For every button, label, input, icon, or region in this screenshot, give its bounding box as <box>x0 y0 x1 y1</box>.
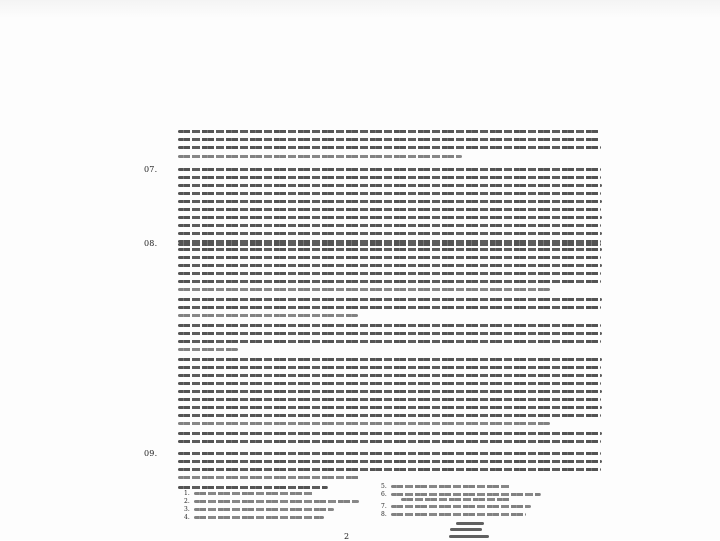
section-number-07: 07. <box>144 165 158 174</box>
list-number-6: 6. <box>381 491 387 498</box>
list-number-5: 5. <box>381 483 387 490</box>
list-number-1: 1. <box>184 490 190 497</box>
list-number-3: 3. <box>184 506 190 513</box>
list-number-2: 2. <box>184 498 190 505</box>
page-number: 2 <box>344 532 350 541</box>
section-number-09: 09. <box>144 449 158 458</box>
list-number-7: 7. <box>381 503 387 510</box>
list-number-4: 4. <box>184 514 190 521</box>
list-number-8: 8. <box>381 511 387 518</box>
section-number-08: 08. <box>144 239 158 248</box>
